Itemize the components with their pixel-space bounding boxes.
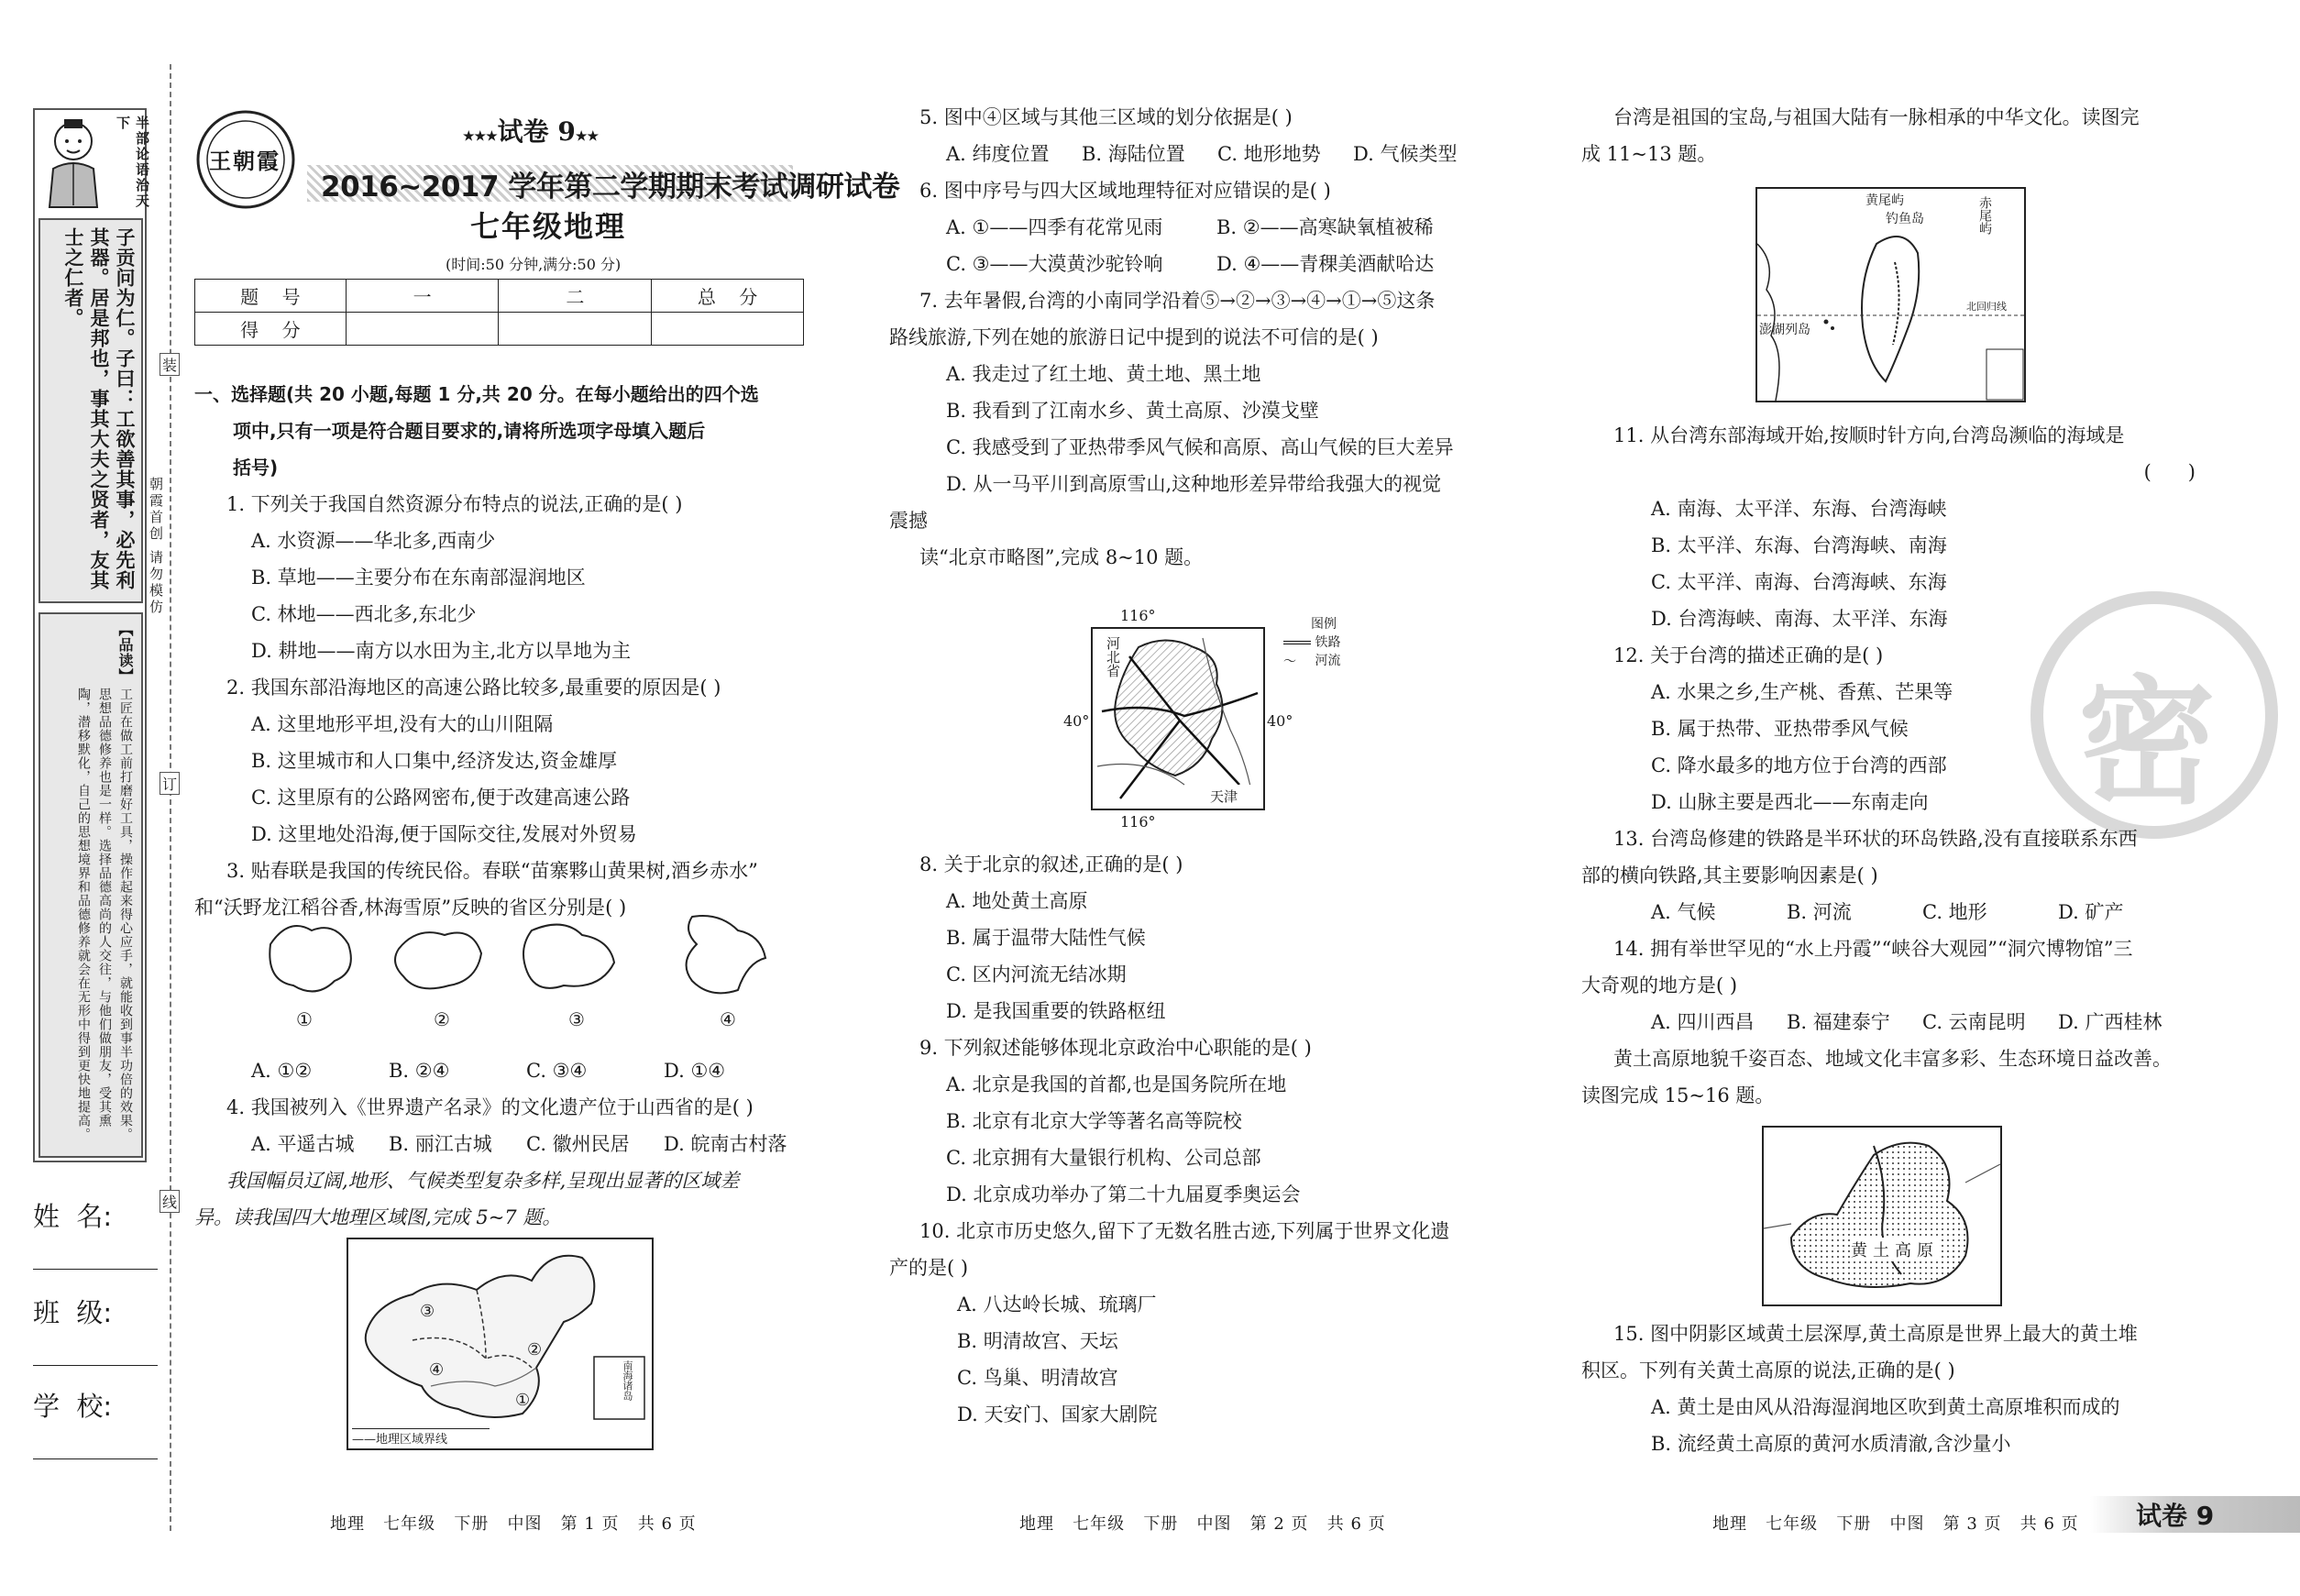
q12-option-a[interactable]: A. 水果之乡,生产桃、香蕉、芒果等: [1651, 681, 1953, 703]
legend-title: 图例: [1311, 617, 1337, 632]
page3-column-b: [1581, 417, 2205, 1114]
q13-option-a[interactable]: A. 气候: [1651, 901, 1716, 923]
beijing-city-label: 天津: [1210, 788, 1238, 805]
q1-option-c[interactable]: C. 林地——西北多,东北少: [251, 603, 477, 625]
q5-options: [889, 136, 1513, 172]
q14-option-d[interactable]: D. 广西桂林: [2058, 1011, 2162, 1033]
q7-option-d[interactable]: D. 从一马平川到高原雪山,这种地形差异带给我强大的视觉: [946, 473, 1442, 495]
corner-tag: 试卷 9: [2136, 1501, 2215, 1531]
q4-option-c[interactable]: C. 徽州民居: [526, 1133, 630, 1155]
commentary-text: 工匠在做工前打磨好工具，操作起来得心应手，就能收到事半功倍的效果。思想品德修养也是一样。选择品德高尚的人交往，与他们做朋友，受其熏陶，潜移默化，自己的思想境界和品德修养就会在无形中得到更快地提高。: [76, 688, 133, 1141]
subject-title: 七年级地理: [470, 209, 627, 244]
q14-option-c[interactable]: C. 云南昆明: [1922, 1011, 2026, 1033]
q14-stem-line1: 14. 拥有举世罕见的“水上丹霞”“峡谷大观园”“洞穴博物馆”三: [1613, 938, 2133, 960]
legend-river-row: [1283, 651, 1340, 670]
q13-option-b[interactable]: B. 河流: [1787, 901, 1852, 923]
paper-number-text: 试卷 9: [497, 116, 576, 147]
q3-stem-line2: 和“沃野龙江稻谷香,林海雪原”反映的省区分别是( ): [194, 897, 627, 919]
confucius-quote: 子贡问为仁。子曰：工欲善其事，必先利其器。居是邦也，事其大夫之贤者，友其士之仁者。: [62, 227, 136, 590]
taiwan-label-penghu: 澎湖列岛: [1759, 323, 1810, 337]
province-outline-3: [523, 925, 614, 988]
bind-mark-1: 装: [160, 353, 180, 376]
q6-stem: 6. 图中序号与四大区域地理特征对应错误的是( ): [919, 180, 1331, 202]
score-head-1: 题 号: [195, 280, 347, 313]
logo-text: 王朝霞: [209, 148, 281, 174]
q13-option-d[interactable]: D. 矿产: [2058, 901, 2124, 923]
score-table: [194, 279, 804, 346]
exam-info: (时间:50 分钟,满分:50 分): [446, 256, 622, 273]
q6-option-c[interactable]: C. ③——大漠黄沙驼铃响: [946, 253, 1163, 275]
q15-option-a[interactable]: A. 黄土是由风从沿海湿润地区吹到黄土高原堆积而成的: [1651, 1396, 2120, 1418]
intro-11-13-line2: 成 11~13 题。: [1581, 143, 1717, 165]
intro-15-16-line2: 读图完成 15~16 题。: [1581, 1084, 1775, 1106]
q2-option-b[interactable]: B. 这里城市和人口集中,经济发达,资金雄厚: [251, 750, 618, 772]
book-tag: 半部论语治天下: [115, 116, 150, 209]
q6-option-d[interactable]: D. ④——青稞美酒献哈达: [1216, 253, 1435, 275]
q3-option-d[interactable]: D. ①④: [664, 1060, 726, 1082]
bind-mark-3: 线: [160, 1190, 180, 1213]
q10-option-d[interactable]: D. 天安门、国家大剧院: [957, 1403, 1158, 1425]
q10-stem-line1: 10. 北京市历史悠久,留下了无数名胜古迹,下列属于世界文化遗: [919, 1220, 1450, 1242]
legend-rail-row: [1283, 633, 1340, 651]
q2-option-c[interactable]: C. 这里原有的公路网密布,便于改建高速公路: [251, 787, 631, 809]
page3-column-a: [1581, 99, 2205, 172]
name-label: 姓 名:: [33, 1201, 113, 1232]
q1-option-d[interactable]: D. 耕地——南方以水田为主,北方以旱地为主: [251, 640, 632, 662]
china-map-label-3: ③: [420, 1302, 435, 1321]
beijing-lat-left: 40°: [1063, 712, 1090, 730]
q3-option-c[interactable]: C. ③④: [526, 1060, 588, 1082]
section-title-line2: 项中,只有一项是符合题目要求的,请将所选项字母填入题后: [233, 420, 706, 442]
q12-stem: 12. 关于台湾的描述正确的是( ): [1613, 644, 1884, 666]
intro-5-7-line1: 我国幅员辽阔,地形、气候类型复杂多样,呈现出显著的区域差: [226, 1170, 740, 1192]
q8-option-d[interactable]: D. 是我国重要的铁路枢纽: [946, 1000, 1166, 1022]
beijing-lat-right: 40°: [1267, 712, 1293, 730]
q4-stem: 4. 我国被列入《世界遗产名录》的文化遗产位于山西省的是( ): [226, 1096, 754, 1118]
beijing-map-figure: [1063, 607, 1448, 836]
score-head-3: 二: [499, 280, 652, 313]
taiwan-label-chiwei: 赤尾屿: [1977, 196, 1992, 235]
taiwan-label-diaoyu: 钓鱼岛: [1886, 212, 1924, 226]
q9-option-a[interactable]: A. 北京是我国的首都,也是国务院所在地: [946, 1073, 1287, 1095]
intro-11-13-line1: 台湾是祖国的宝岛,与祖国大陆有一脉相承的中华文化。读图完: [1613, 106, 2140, 128]
beijing-lon-bottom: 116°: [1120, 813, 1156, 831]
q9-option-d[interactable]: D. 北京成功举办了第二十九届夏季奥运会: [946, 1183, 1301, 1205]
river-icon: 〜: [1283, 655, 1296, 669]
q2-option-a[interactable]: A. 这里地形平坦,没有大的山川阻隔: [251, 713, 554, 735]
quote-box: [39, 218, 143, 603]
class-field[interactable]: [33, 1293, 158, 1366]
paper-number: ★★★试卷 9★★: [463, 116, 599, 147]
score-head-2: 一: [346, 280, 499, 313]
q10-option-a[interactable]: A. 八达岭长城、琉璃厂: [957, 1293, 1157, 1315]
class-label: 班 级:: [33, 1297, 113, 1328]
q7-stem-line2: 路线旅游,下列在她的旅游日记中提到的说法不可信的是( ): [889, 326, 1379, 348]
loess-label: 黄土高原: [1851, 1238, 1939, 1261]
loess-map: [1762, 1126, 2002, 1306]
beijing-province-label: 河北省: [1105, 636, 1121, 677]
page2-footer: 地理 七年级 下册 中图 第 2 页 共 6 页: [1019, 1514, 1386, 1534]
rail-icon: [1283, 641, 1311, 644]
province-label-2: ②: [434, 1008, 450, 1030]
beijing-lon-top: 116°: [1120, 607, 1156, 624]
q11-stem: 11. 从台湾东部海域开始,按顺时针方向,台湾岛濒临的海域是: [1613, 424, 2125, 446]
province-figures: [261, 908, 784, 1036]
q3-stem-line1: 3. 贴春联是我国的传统民俗。春联“苗寨夥山黄果树,酒乡赤水”: [226, 860, 758, 882]
q9-option-b[interactable]: B. 北京有北京大学等著名高等院校: [946, 1110, 1242, 1132]
q8-stem: 8. 关于北京的叙述,正确的是( ): [919, 853, 1183, 875]
score-cell-2[interactable]: [499, 313, 652, 346]
publisher-logo: [194, 108, 297, 211]
page2-column: [889, 99, 1513, 576]
margin-note: 朝霞首创 请勿模仿: [148, 477, 164, 616]
q14-option-a[interactable]: A. 四川西昌: [1651, 1011, 1755, 1033]
q5-option-a[interactable]: A. 纬度位置: [946, 143, 1050, 165]
q2-option-d[interactable]: D. 这里地处沿海,便于国际交往,发展对外贸易: [251, 823, 637, 845]
page1-column-b: [194, 1052, 818, 1236]
page3-column-c: [1581, 1315, 2205, 1462]
score-cell-total[interactable]: [652, 313, 804, 346]
q15-stem-line2: 积区。下列有关黄土高原的说法,正确的是( ): [1581, 1359, 1955, 1381]
section-title-line3: 括号): [233, 457, 279, 479]
province-outline-2: [395, 932, 481, 988]
exam-title: 2016~2017 学年第二学期期末考试调研试卷: [321, 171, 900, 204]
q3-options: [194, 1052, 818, 1089]
beijing-map: [1091, 627, 1265, 810]
china-map-label-1: ①: [515, 1391, 531, 1410]
q4-options: [194, 1126, 818, 1162]
q8-option-b[interactable]: B. 属于温带大陆性气候: [946, 927, 1146, 949]
province-label-4: ④: [720, 1008, 736, 1030]
q8-option-a[interactable]: A. 地处黄土高原: [946, 890, 1088, 912]
q7-option-d-cont: 震撼: [889, 510, 928, 532]
province-label-1: ①: [296, 1008, 313, 1030]
intro-8-10: 读“北京市略图”,完成 8~10 题。: [919, 546, 1204, 568]
legend-rail: 铁路: [1315, 635, 1341, 650]
china-regions-map: [347, 1238, 654, 1450]
q14-option-b[interactable]: B. 福建泰宁: [1787, 1011, 1890, 1033]
q14-stem-line2: 大奇观的地方是( ): [1581, 974, 1738, 996]
q6-option-a[interactable]: A. ①——四季有花常见雨: [946, 216, 1163, 238]
page1-footer: 地理 七年级 下册 中图 第 1 页 共 6 页: [330, 1514, 697, 1534]
q7-option-a[interactable]: A. 我走过了红土地、黄土地、黑土地: [946, 363, 1261, 385]
school-label: 学 校:: [33, 1391, 113, 1422]
q10-option-b[interactable]: B. 明清故宫、天坛: [957, 1330, 1118, 1352]
intro-5-7-line2: 异。读我国四大地理区域图,完成 5~7 题。: [194, 1206, 562, 1228]
score-cell-1[interactable]: [346, 313, 499, 346]
q7-stem-line1: 7. 去年暑假,台湾的小南同学沿着⑤→②→③→④→①→⑤这条: [919, 290, 1436, 312]
q9-option-c[interactable]: C. 北京拥有大量银行机构、公司总部: [946, 1147, 1261, 1169]
q3-option-b[interactable]: B. ②④: [389, 1060, 450, 1082]
q3-option-a[interactable]: A. ①②: [251, 1060, 313, 1082]
name-field[interactable]: [33, 1196, 158, 1270]
score-row-label: 得 分: [195, 313, 347, 346]
q4-option-b[interactable]: B. 丽江古城: [389, 1133, 492, 1155]
legend-river: 河流: [1315, 654, 1341, 668]
q12-option-d[interactable]: D. 山脉主要是西北——东南走向: [1651, 791, 1929, 813]
q11-option-a[interactable]: A. 南海、太平洋、东海、台湾海峡: [1651, 498, 1947, 520]
section-title-line1: 一、选择题(共 20 小题,每题 1 分,共 20 分。在每小题给出的四个选: [194, 383, 759, 405]
q5-option-d[interactable]: D. 气候类型: [1353, 143, 1458, 165]
sage-cartoon: [40, 116, 106, 212]
taiwan-map: [1755, 187, 2026, 402]
province-outline-1: [270, 926, 351, 991]
province-label-3: ③: [568, 1008, 585, 1030]
q11-option-c[interactable]: C. 太平洋、南海、台湾海峡、东海: [1651, 571, 1947, 593]
beijing-legend: [1283, 614, 1340, 670]
q4-option-a[interactable]: A. 平遥古城: [251, 1133, 355, 1155]
taiwan-label-huangwei: 黄尾屿: [1865, 193, 1904, 208]
china-map-inset-label: 南海诸岛: [622, 1360, 633, 1401]
page3-footer: 地理 七年级 下册 中图 第 3 页 共 6 页: [1712, 1514, 2079, 1534]
q13-stem-line1: 13. 台湾岛修建的铁路是半环状的环岛铁路,没有直接联系东西: [1613, 828, 2138, 850]
sidebar-panel: [33, 108, 150, 1162]
q9-stem: 9. 下列叙述能够体现北京政治中心职能的是( ): [919, 1037, 1312, 1059]
china-map-legend: ——地理区域界线: [352, 1428, 490, 1447]
stamp-char: 密: [2078, 664, 2217, 823]
q7-option-c[interactable]: C. 我感受到了亚热带季风气候和高原、高山气候的巨大差异: [946, 436, 1454, 458]
q1-option-b[interactable]: B. 草地——主要分布在东南部湿润地区: [251, 567, 586, 589]
q5-stem: 5. 图中④区域与其他三区域的划分依据是( ): [919, 106, 1293, 128]
q1-option-a[interactable]: A. 水资源——华北多,西南少: [251, 530, 496, 552]
q5-option-c[interactable]: C. 地形地势: [1217, 143, 1321, 165]
q6-option-b[interactable]: B. ②——高寒缺氧植被稀: [1216, 216, 1434, 238]
q15-stem-line1: 15. 图中阴影区域黄土层深厚,黄土高原是世界上最大的黄土堆: [1613, 1323, 2138, 1345]
commentary-box: [39, 612, 143, 1158]
commentary-label: 【品读】: [116, 622, 134, 684]
intro-15-16-line1: 黄土高原地貌千姿百态、地域文化丰富多彩、生态环境日益改善。: [1613, 1048, 2172, 1070]
q14-options: [1581, 1004, 2205, 1040]
q7-option-b[interactable]: B. 我看到了江南水乡、黄土高原、沙漠戈壁: [946, 400, 1319, 422]
q4-option-d[interactable]: D. 皖南古村落: [664, 1133, 787, 1155]
q5-option-b[interactable]: B. 海陆位置: [1082, 143, 1185, 165]
q6-options-row1: [889, 209, 1513, 246]
q10-option-c[interactable]: C. 鸟巢、明清故宫: [957, 1367, 1118, 1389]
page1-column: [194, 376, 818, 926]
china-map-label-2: ②: [527, 1340, 543, 1359]
q10-stem-line2: 产的是( ): [889, 1257, 969, 1279]
q12-option-c[interactable]: C. 降水最多的地方位于台湾的西部: [1651, 754, 1947, 776]
q8-option-c[interactable]: C. 区内河流无结冰期: [946, 963, 1127, 985]
binding-line: [170, 64, 171, 1531]
q13-option-c[interactable]: C. 地形: [1922, 901, 1987, 923]
q11-option-b[interactable]: B. 太平洋、东海、台湾海峡、南海: [1651, 534, 1947, 556]
q13-stem-line2: 部的横向铁路,其主要影响因素是( ): [1581, 864, 1878, 886]
bind-mark-2: 订: [160, 772, 180, 795]
q12-option-b[interactable]: B. 属于热带、亚热带季风气候: [1651, 718, 1909, 740]
q13-options: [1581, 894, 2205, 930]
q2-stem: 2. 我国东部沿海地区的高速公路比较多,最重要的原因是( ): [226, 677, 721, 699]
q11-option-d[interactable]: D. 台湾海峡、南海、太平洋、东海: [1651, 608, 1948, 630]
province-outline-4: [687, 916, 765, 993]
taiwan-label-tropic: 北回归线: [1966, 301, 2007, 313]
q15-option-b[interactable]: B. 流经黄土高原的黄河水质清澈,含沙量小: [1651, 1433, 2011, 1455]
q6-options-row2: [889, 246, 1513, 282]
q1-stem: 1. 下列关于我国自然资源分布特点的说法,正确的是( ): [226, 493, 683, 515]
school-field[interactable]: [33, 1386, 158, 1459]
q11-paren: ( ): [2143, 461, 2195, 483]
page2-column-b: [889, 846, 1513, 1433]
score-head-4: 总 分: [652, 280, 804, 313]
china-map-label-4: ④: [429, 1360, 445, 1380]
